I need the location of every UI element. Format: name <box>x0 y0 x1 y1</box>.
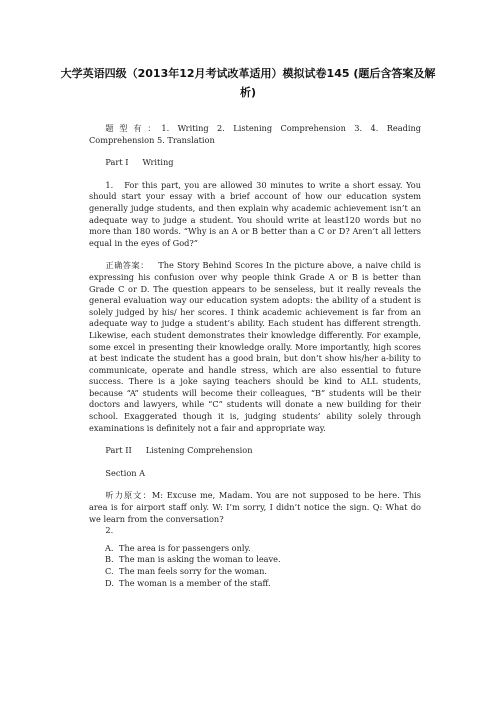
option-d <box>89 578 421 590</box>
option-b <box>89 554 421 566</box>
question-types-list: 1. Writing 2. Listening Comprehension 3. 4. Reading Comprehension 5. Translation <box>89 123 421 145</box>
option-text: The man feels sorry for the woman. <box>119 566 267 576</box>
option-text: The woman is a member of the staff. <box>119 577 271 588</box>
part2-heading <box>89 445 421 457</box>
document-title: 大学英语四级（2013年12月考试改革适用）模拟试卷145 (题后含答案及解析) <box>60 67 436 99</box>
part1-answer <box>89 260 421 434</box>
script-text: M: Excuse me, Madam. You are not supposed to be here. This area is for airport staff only. W: I’m sorry, I didn’t notice the sign. Q: What do we learn from the conversation? <box>89 490 421 524</box>
option-letter: B. <box>105 554 114 565</box>
part1-name: Writing <box>142 157 174 168</box>
part2-label: Part II <box>105 445 132 456</box>
script-label: 听力原文： <box>105 490 152 501</box>
question-types-prefix: 题型有： <box>105 123 162 133</box>
part1-q-number: 1. <box>105 179 114 190</box>
part2-q-number: 2. <box>105 525 114 536</box>
option-text: The area is for passengers only. <box>119 542 251 553</box>
part1-question <box>89 180 421 250</box>
part1-label: Part I <box>105 157 129 168</box>
part2-name: Listening Comprehension <box>145 445 253 456</box>
option-letter: C. <box>105 566 114 576</box>
option-a <box>89 543 421 555</box>
question-types <box>89 123 421 146</box>
option-letter: A. <box>105 542 114 553</box>
part1-heading <box>89 157 421 169</box>
answer-essay: The Story Behind Scores In the picture above, a naive child is expressing his confusion over why people think Grade A or B is better than Grade C or D. The question appears to be senseless, but it really reveals the general evaluation way our education system adopts: the ability of a student is solely judged by his/ her scores. I think academic achievement is far from an adequate way to judge a student’s ability. Each student has different strength. Likewise, each student demonstrates their knowledge differently. For example, some excel in presenting their knowledge orally. More importantly, high scores at best indicate the student has a good brain, but don’t show his/her a-bility to communicate, operate and handle stress, which are also essential to future success. There is a joke saying teachers should be kind to ALL students, because “A” students will become their colleagues, “B” students will be their doctors and lawyers, while “C” students will donate a new building for their school. Exaggerated though it is, judging students’ ability solely through examinations is definitely not a fair and appropriate way. <box>89 260 421 433</box>
listening-script <box>89 490 421 525</box>
answer-label: 正确答案： <box>105 260 149 271</box>
document-content <box>89 123 421 589</box>
option-text: The man is asking the woman to leave. <box>119 554 281 565</box>
part1-q-text: For this part, you are allowed 30 minutes to write a short essay. You should start your essay with a brief account of how our education system generally judge students, and then explain why academic achievement isn’t an adequate way to judge a student. You should write at least120 words but no more than 180 words. “Why is an A or B better than a C or D? Aren’t all letters equal in the eyes of God?” <box>89 179 421 248</box>
option-letter: D. <box>105 577 114 588</box>
option-c <box>89 566 421 578</box>
section-a-heading: Section A <box>105 467 146 478</box>
